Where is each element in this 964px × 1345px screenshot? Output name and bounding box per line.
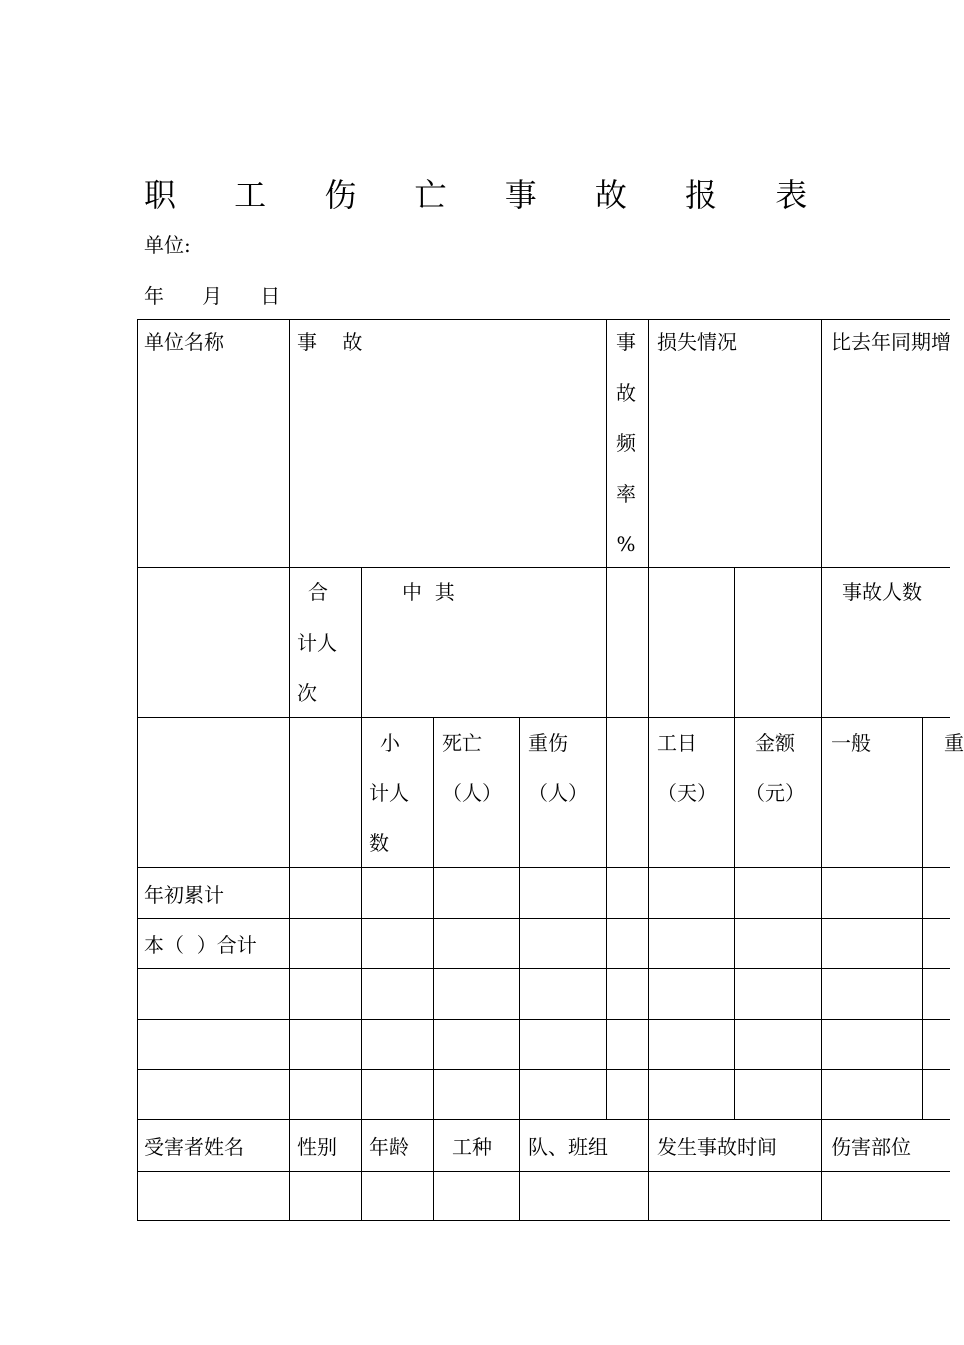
victim-team-header: 队、班组 — [528, 1135, 608, 1159]
header-accident-people: 事故人数 — [842, 580, 922, 604]
table-col-rule — [821, 319, 822, 1221]
header-total-char: 合 — [308, 580, 328, 604]
row-year-cumulative: 年初累计 — [144, 883, 224, 907]
header-accident: 事 故 — [297, 330, 363, 354]
table-col-rule — [361, 567, 362, 1221]
row-period-total: 本（ ）合计 — [144, 933, 257, 957]
table-rule — [137, 1069, 950, 1070]
table-col-rule — [606, 319, 607, 1120]
header-serious: 重伤 — [528, 731, 568, 755]
table-rule — [137, 1171, 950, 1172]
table-rule — [137, 968, 950, 969]
header-frequency — [614, 330, 638, 583]
table-rule — [137, 867, 950, 868]
header-subtotal-char: 数 — [369, 831, 389, 855]
table-rule — [137, 918, 950, 919]
victim-name-header: 受害者姓名 — [144, 1135, 244, 1159]
header-loss: 损失情况 — [657, 330, 737, 354]
table-col-rule — [734, 567, 735, 1120]
header-workdays-unit: （天） — [657, 781, 717, 805]
header-unit-name: 单位名称 — [144, 330, 224, 354]
table-rule — [137, 567, 950, 568]
form-title: 职 工 伤 亡 事 故 报 表 — [144, 176, 832, 214]
victim-job-header: 工种 — [452, 1135, 492, 1159]
date-line: 年 月 日 — [144, 284, 281, 308]
table-col-rule — [648, 319, 649, 1221]
header-workdays: 工日 — [657, 731, 697, 755]
header-amount-unit: （元） — [745, 781, 805, 805]
header-death: 死亡 — [442, 731, 482, 755]
table-rule — [137, 1119, 950, 1120]
header-frequency-char: 事 — [616, 330, 636, 354]
table-rule — [137, 1019, 950, 1020]
header-frequency-char: 故 — [616, 380, 636, 405]
header-subtotal-char: 小 — [380, 731, 400, 755]
table-col-rule — [519, 717, 520, 1221]
table-col-rule — [289, 319, 290, 1221]
table-col-rule — [433, 717, 434, 1221]
header-general: 一般 — [831, 731, 871, 755]
unit-label: 单位: — [144, 233, 191, 257]
victim-time-header: 发生事故时间 — [657, 1135, 777, 1159]
victim-gender-header: 性别 — [297, 1135, 337, 1159]
header-total-char: 次 — [297, 681, 317, 705]
victim-age-header: 年龄 — [369, 1135, 409, 1159]
header-serious-partial: 重 — [944, 731, 964, 755]
table-rule — [137, 717, 950, 718]
table-border-top — [137, 319, 950, 320]
victim-injury-header: 伤害部位 — [831, 1135, 911, 1159]
header-yoy: 比去年同期增 — [831, 330, 951, 354]
header-frequency-char: % — [616, 532, 636, 556]
table-col-rule — [922, 717, 923, 1120]
header-death-unit: （人） — [442, 781, 502, 805]
header-frequency-char: 频 — [616, 431, 636, 455]
header-serious-unit: （人） — [528, 781, 588, 805]
table-border-left — [137, 319, 138, 1221]
header-total-char: 计人 — [297, 631, 337, 655]
table-border-bottom — [137, 1220, 950, 1221]
header-frequency-char: 率 — [616, 481, 636, 506]
header-subtotal-char: 计人 — [369, 781, 409, 805]
header-among: 中 其 — [402, 580, 455, 604]
header-amount: 金额 — [755, 731, 795, 755]
